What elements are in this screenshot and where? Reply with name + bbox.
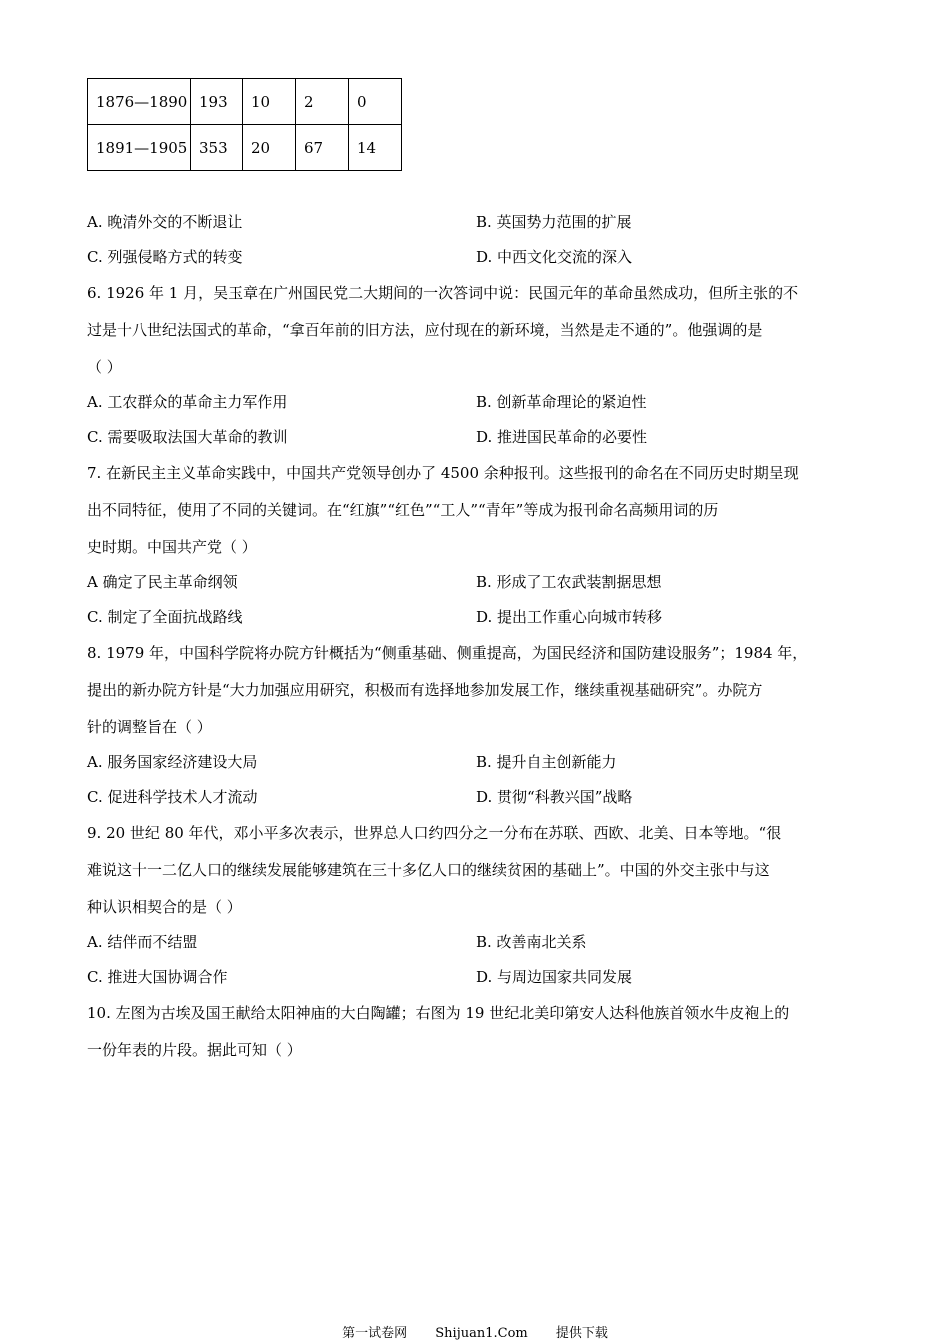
- q5-option-c: C. 列强侵略方式的转变: [87, 248, 243, 266]
- table-cell: 20: [243, 125, 296, 171]
- q8-option-d: D. 贯彻“科教兴国”战略: [476, 788, 633, 806]
- q5-option-d: D. 中西文化交流的深入: [476, 248, 633, 266]
- q6-stem-line-3: （ ）: [87, 358, 122, 376]
- q8-stem-line-1: 8. 1979 年，中国科学院将办院方针概括为“侧重基础、侧重提高，为国民经济和国防建设服务”；1984 年，: [87, 644, 808, 662]
- q10-stem-line-2: 一份年表的片段。据此可知（ ）: [87, 1041, 302, 1059]
- q9-option-b: B. 改善南北关系: [476, 933, 587, 951]
- q7-stem-line-3: 史时期。中国共产党（ ）: [87, 538, 257, 556]
- q9-stem-line-2: 难说这十一二亿人口的继续发展能够建筑在三十多亿人口的继续贫困的基础上”。中国的外交主张中与这: [87, 861, 770, 879]
- q7-stem-line-2: 出不同特征，使用了不同的关键词。在“红旗”“红色”“工人”“青年”等成为报刊命名高频用词的历: [87, 501, 719, 519]
- q8-option-b: B. 提升自主创新能力: [476, 753, 617, 771]
- q7-option-d: D. 提出工作重心向城市转移: [476, 608, 663, 626]
- table-cell: 1876—1890: [88, 79, 191, 125]
- q6-option-a: A. 工农群众的革命主力军作用: [87, 393, 288, 411]
- table-cell: 1891—1905: [88, 125, 191, 171]
- footer-domain: Shijuan1.Com: [435, 1326, 528, 1341]
- q9-stem-line-1: 9. 20 世纪 80 年代，邓小平多次表示，世界总人口约四分之一分布在苏联、西欧、北美、日本等地。“很: [87, 824, 782, 842]
- q8-option-a: A. 服务国家经济建设大局: [87, 753, 258, 771]
- q10-stem-line-1: 10. 左图为古埃及国王献给太阳神庙的大白陶罐；右图为 19 世纪北美印第安人达科他族首领水牛皮袍上的: [87, 1004, 790, 1022]
- q8-option-c: C. 促进科学技术人才流动: [87, 788, 258, 806]
- table-cell: 353: [191, 125, 243, 171]
- q5-option-a: A. 晚清外交的不断退让: [87, 213, 243, 231]
- q8-stem-line-2: 提出的新办院方针是“大力加强应用研究，积极而有选择地参加发展工作，继续重视基础研究”。办院方: [87, 681, 763, 699]
- table-row: [88, 79, 402, 125]
- page-footer: [0, 1326, 950, 1342]
- table-cell: 0: [349, 79, 402, 125]
- q7-option-c: C. 制定了全面抗战路线: [87, 608, 243, 626]
- data-table: [87, 78, 402, 171]
- q6-stem-line-2: 过是十八世纪法国式的革命，“拿百年前的旧方法，应付现在的新环境，当然是走不通的”。他强调的是: [87, 321, 763, 339]
- q9-option-d: D. 与周边国家共同发展: [476, 968, 633, 986]
- q6-stem-line-1: 6. 1926 年 1 月，吴玉章在广州国民党二大期间的一次答词中说：民国元年的革命虽然成功，但所主张的不: [87, 284, 799, 302]
- q8-stem-line-3: 针的调整旨在（ ）: [87, 718, 212, 736]
- q6-option-c: C. 需要吸取法国大革命的教训: [87, 428, 288, 446]
- q9-stem-line-3: 种认识相契合的是（ ）: [87, 898, 242, 916]
- q7-option-a: A 确定了民主革命纲领: [87, 573, 238, 591]
- q9-option-c: C. 推进大国协调合作: [87, 968, 228, 986]
- q5-option-b: B. 英国势力范围的扩展: [476, 213, 632, 231]
- table-cell: 193: [191, 79, 243, 125]
- table-cell: 2: [296, 79, 349, 125]
- q6-option-b: B. 创新革命理论的紧迫性: [476, 393, 647, 411]
- q6-option-d: D. 推进国民革命的必要性: [476, 428, 648, 446]
- table-cell: 10: [243, 79, 296, 125]
- footer-note: 提供下载: [555, 1326, 608, 1341]
- q9-option-a: A. 结伴而不结盟: [87, 933, 198, 951]
- footer-site-name: 第一试卷网: [342, 1326, 408, 1341]
- table-cell: 67: [296, 125, 349, 171]
- q7-option-b: B. 形成了工农武装割据思想: [476, 573, 662, 591]
- table-cell: 14: [349, 125, 402, 171]
- q7-stem-line-1: 7. 在新民主主义革命实践中，中国共产党领导创办了 4500 余种报刊。这些报刊的命名在不同历史时期呈现: [87, 464, 799, 482]
- table-row: [88, 125, 402, 171]
